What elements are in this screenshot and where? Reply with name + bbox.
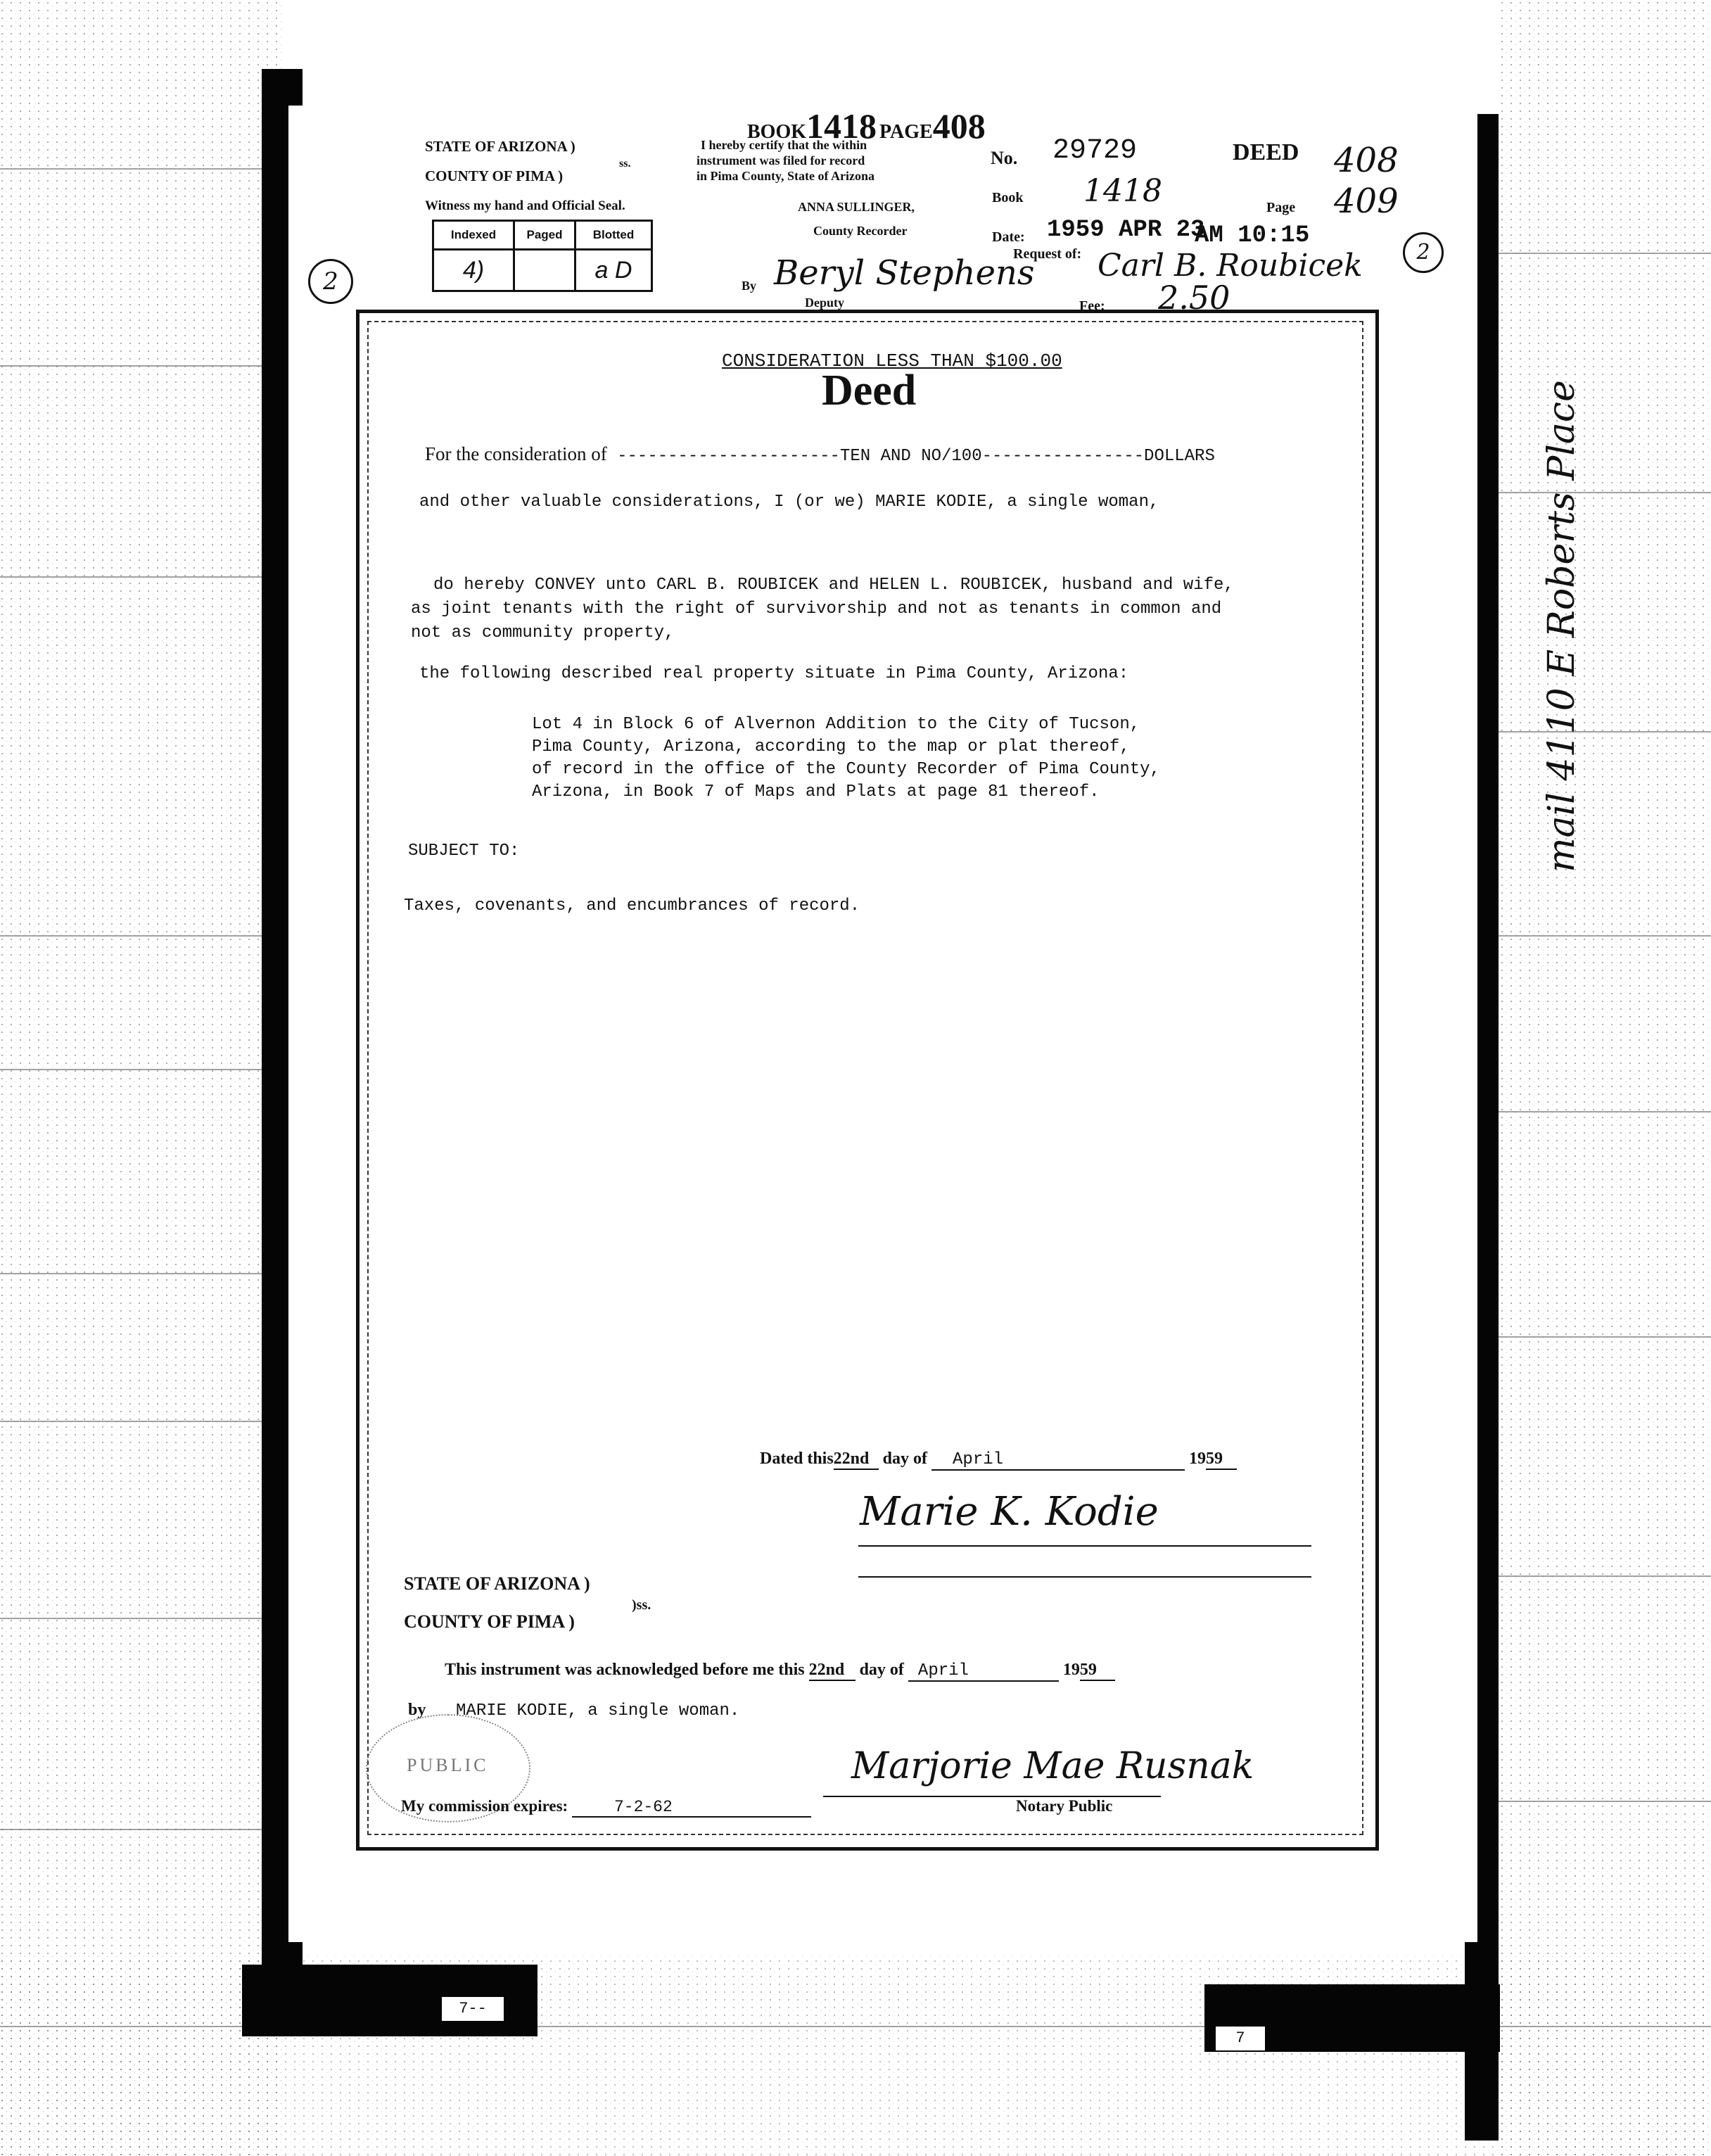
- ack-mid: day of: [859, 1661, 904, 1679]
- ack-state: STATE OF ARIZONA ): [404, 1573, 590, 1594]
- deed-label: DEED: [1233, 139, 1299, 165]
- convey-line-3: not as community property,: [411, 623, 675, 642]
- no-label: No.: [991, 148, 1018, 168]
- dated-year-prefix: 19: [1189, 1450, 1207, 1468]
- stamp-book-number: 1418: [806, 106, 877, 146]
- index-value-indexed: 4): [433, 250, 514, 291]
- grantor-signature: Marie K. Kodie: [860, 1489, 1159, 1535]
- recorder-title: County Recorder: [813, 224, 908, 238]
- margin-circle-right-text: 2: [1416, 240, 1430, 265]
- consideration-amount: TEN AND NO/100: [839, 447, 982, 466]
- header-certify-line-1: I hereby certify that the within: [701, 138, 867, 152]
- ack-prefix: This instrument was acknowledged before me this: [445, 1661, 805, 1679]
- book-label: Book: [992, 190, 1024, 205]
- dated-line: [760, 1450, 1237, 1471]
- ack-by-value: MARIE KODIE, a single woman.: [456, 1701, 740, 1720]
- ack-by-label: by: [408, 1701, 426, 1719]
- consideration-line: [425, 443, 1215, 466]
- dated-mid: day of: [882, 1450, 928, 1468]
- fee-value: 2.50: [1158, 279, 1230, 317]
- ack-year-prefix: 19: [1062, 1661, 1080, 1679]
- header-county: COUNTY OF PIMA ): [425, 167, 564, 184]
- legal-description-line-1: Lot 4 in Block 6 of Alvernon Addition to the City of Tucson,: [532, 715, 1140, 734]
- consideration-suffix: DOLLARS: [1144, 447, 1215, 466]
- consideration-dashes-2: ----------------: [981, 447, 1145, 466]
- index-value-paged: [514, 250, 575, 291]
- ack-line: [445, 1661, 1115, 1682]
- book-value: 1418: [1083, 173, 1162, 209]
- subject-to-text: Taxes, covenants, and encumbrances of record.: [404, 896, 860, 915]
- request-label: Request of:: [1013, 246, 1082, 262]
- convey-line-2: as joint tenants with the right of survivorship and not as tenants in common and: [411, 600, 1222, 619]
- margin-vertical-note: mail 4110 E Roberts Place: [1541, 380, 1583, 873]
- consideration-dashes-1: ----------------------: [617, 447, 840, 466]
- legal-description-line-3: of record in the office of the County Recorder of Pima County,: [532, 760, 1160, 779]
- dated-year: 59: [1206, 1450, 1237, 1470]
- ack-county: COUNTY OF PIMA ): [404, 1611, 575, 1632]
- consideration-heading: CONSIDERATION LESS THAN $100.00: [722, 350, 1062, 372]
- recording-number: 29729: [1052, 135, 1138, 167]
- index-value-blotted: a D: [575, 250, 652, 291]
- notary-signature: Marjorie Mae Rusnak: [851, 1745, 1254, 1787]
- deed-title: Deed: [822, 367, 917, 414]
- dated-prefix: Dated this: [760, 1450, 834, 1468]
- index-header-paged: Paged: [514, 221, 575, 250]
- ack-ss: )ss.: [632, 1597, 651, 1613]
- date-label: Date:: [992, 229, 1025, 245]
- page-label: Page: [1266, 200, 1296, 215]
- commission-value: 7-2-62: [572, 1798, 811, 1818]
- index-header-indexed: Indexed: [433, 221, 514, 250]
- dated-day: 22nd: [834, 1450, 879, 1470]
- recorder-name: ANNA SULLINGER,: [798, 200, 915, 214]
- header-certify-line-2: instrument was filed for record: [697, 153, 865, 167]
- stamp-page-label: PAGE: [879, 121, 933, 143]
- dated-month: April: [931, 1450, 1185, 1471]
- commission-label: My commission expires:: [401, 1797, 568, 1815]
- footer-tab-right: 7: [1216, 2027, 1265, 2050]
- grantor-signature-line: [858, 1545, 1311, 1547]
- header-ss: ss.: [619, 158, 631, 170]
- footer-tab-left: 7--: [442, 1997, 504, 2021]
- ack-year: 59: [1080, 1661, 1115, 1681]
- legal-description-line-4: Arizona, in Book 7 of Maps and Plats at page 81 thereof.: [532, 782, 1100, 801]
- index-table: [432, 220, 653, 292]
- margin-circle-left-text: 2: [323, 267, 338, 296]
- margin-circle-right: [1403, 232, 1444, 273]
- stamp-page-number: 408: [932, 106, 986, 146]
- deed-frame-inner: [367, 321, 1363, 1835]
- consideration-prefix: For the consideration of: [425, 443, 607, 464]
- other-considerations-line: and other valuable considerations, I (or we) MARIE KODIE, a single woman,: [419, 493, 1159, 512]
- deputy-label: Deputy: [805, 296, 845, 310]
- ack-day: 22nd: [809, 1661, 856, 1681]
- margin-circle-left: [308, 259, 353, 304]
- margin-page-408: 408: [1334, 141, 1399, 180]
- subject-to-label: SUBJECT TO:: [408, 842, 520, 861]
- fee-label: Fee:: [1079, 298, 1105, 314]
- header-state: STATE OF ARIZONA ): [425, 138, 575, 155]
- second-signature-line: [858, 1576, 1311, 1578]
- margin-page-409: 409: [1334, 182, 1399, 221]
- header-certify-line-3: in Pima County, State of Arizona: [697, 169, 875, 183]
- time-value: AM 10:15: [1195, 222, 1310, 249]
- request-value: Carl B. Roubicek: [1098, 248, 1363, 284]
- commission-line: [401, 1797, 811, 1818]
- by-label: By: [742, 279, 757, 293]
- index-header-blotted: Blotted: [575, 221, 652, 250]
- property-intro: the following described real property situate in Pima County, Arizona:: [419, 664, 1129, 683]
- header-witness: Witness my hand and Official Seal.: [425, 198, 625, 213]
- convey-line-1: do hereby CONVEY unto CARL B. ROUBICEK and HELEN L. ROUBICEK, husband and wife,: [433, 576, 1234, 595]
- date-value: 1959 APR 23: [1047, 217, 1205, 243]
- notary-seal-text: PUBLIC: [407, 1755, 489, 1775]
- stamp-book-label: BOOK: [747, 121, 807, 143]
- legal-description-line-2: Pima County, Arizona, according to the map or plat thereof,: [532, 737, 1130, 756]
- notary-label: Notary Public: [1016, 1797, 1113, 1815]
- by-signature: Beryl Stephens: [774, 253, 1035, 293]
- ack-month: April: [908, 1661, 1059, 1682]
